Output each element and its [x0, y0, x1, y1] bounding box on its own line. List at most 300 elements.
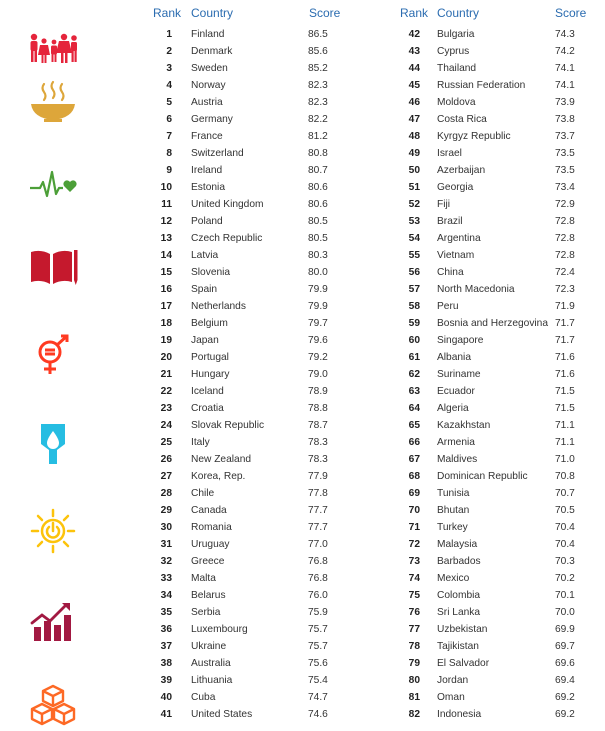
country-cell: Denmark	[191, 46, 233, 57]
table-row	[148, 468, 348, 485]
score-cell: 75.7	[308, 624, 328, 635]
score-cell: 80.6	[308, 199, 328, 210]
country-cell: Serbia	[191, 607, 221, 618]
table-row	[148, 587, 348, 604]
table-row	[148, 485, 348, 502]
score-cell: 77.0	[308, 539, 328, 550]
rank-cell: 5	[166, 97, 172, 108]
score-cell: 82.2	[308, 114, 328, 125]
rank-cell: 26	[160, 454, 172, 465]
country-cell: Cyprus	[437, 46, 470, 57]
score-cell: 75.7	[308, 641, 328, 652]
table-row	[392, 26, 592, 43]
rank-cell: 81	[408, 692, 420, 703]
rank-cell: 9	[166, 165, 172, 176]
table-row	[148, 655, 348, 672]
score-cell: 72.8	[555, 216, 575, 227]
country-cell: France	[191, 131, 223, 142]
score-cell: 80.8	[308, 148, 328, 159]
table-row	[148, 264, 348, 281]
table-row	[392, 179, 592, 196]
rank-cell: 49	[408, 148, 420, 159]
country-cell: Cuba	[191, 692, 216, 703]
score-header: Score	[555, 6, 587, 20]
table-row	[392, 417, 592, 434]
table-row	[392, 366, 592, 383]
country-cell: Italy	[191, 437, 210, 448]
ranking-rows-left	[148, 26, 348, 723]
country-cell: Japan	[191, 335, 219, 346]
score-cell: 70.5	[555, 505, 575, 516]
ranking-rows-right	[392, 26, 592, 723]
table-row	[148, 332, 348, 349]
table-row	[148, 604, 348, 621]
rank-cell: 70	[408, 505, 420, 516]
score-cell: 73.4	[555, 182, 575, 193]
table-row	[148, 621, 348, 638]
country-cell: Bhutan	[437, 505, 470, 516]
country-cell: Indonesia	[437, 709, 482, 720]
country-cell: Sri Lanka	[437, 607, 481, 618]
rank-cell: 1	[166, 29, 172, 40]
score-cell: 73.5	[555, 148, 575, 159]
country-header: Country	[191, 6, 234, 20]
sun-power-icon	[28, 508, 78, 554]
table-row	[392, 111, 592, 128]
score-header: Score	[309, 6, 341, 20]
country-cell: Argentina	[437, 233, 481, 244]
score-cell: 78.8	[308, 403, 328, 414]
score-cell: 76.8	[308, 556, 328, 567]
country-cell: Estonia	[191, 182, 225, 193]
table-row	[392, 43, 592, 60]
score-cell: 79.9	[308, 284, 328, 295]
rank-cell: 76	[408, 607, 420, 618]
table-row	[392, 315, 592, 332]
rank-cell: 58	[408, 301, 420, 312]
rank-cell: 38	[160, 658, 172, 669]
score-cell: 70.0	[555, 607, 575, 618]
table-row	[392, 638, 592, 655]
family-icon	[28, 28, 78, 74]
score-cell: 70.4	[555, 539, 575, 550]
rank-cell: 6	[166, 114, 172, 125]
bowl-icon	[28, 80, 78, 126]
cubes-icon	[28, 684, 78, 730]
score-cell: 75.4	[308, 675, 328, 686]
rank-cell: 37	[160, 641, 172, 652]
rank-cell: 8	[166, 148, 172, 159]
score-cell: 71.9	[555, 301, 575, 312]
table-row	[148, 536, 348, 553]
table-row	[148, 400, 348, 417]
table-header	[392, 4, 592, 26]
table-row	[392, 145, 592, 162]
table-row	[392, 587, 592, 604]
table-row	[392, 298, 592, 315]
rank-cell: 13	[160, 233, 172, 244]
rank-cell: 68	[408, 471, 420, 482]
score-cell: 71.0	[555, 454, 575, 465]
rank-cell: 34	[160, 590, 172, 601]
score-cell: 79.7	[308, 318, 328, 329]
country-cell: Kyrgyz Republic	[437, 131, 511, 142]
score-cell: 70.4	[555, 522, 575, 533]
ranking-table-right	[392, 4, 592, 723]
table-row	[392, 502, 592, 519]
score-cell: 74.1	[555, 63, 575, 74]
country-cell: Iceland	[191, 386, 224, 397]
score-cell: 77.7	[308, 522, 328, 533]
score-cell: 72.8	[555, 250, 575, 261]
rank-cell: 67	[408, 454, 420, 465]
table-row	[392, 519, 592, 536]
table-row	[148, 417, 348, 434]
rank-cell: 10	[160, 182, 172, 193]
score-cell: 80.3	[308, 250, 328, 261]
country-cell: Germany	[191, 114, 233, 125]
table-row	[392, 400, 592, 417]
rank-cell: 72	[408, 539, 420, 550]
score-cell: 77.8	[308, 488, 328, 499]
country-cell: Russian Federation	[437, 80, 526, 91]
table-row	[148, 349, 348, 366]
rank-cell: 28	[160, 488, 172, 499]
country-cell: Tunisia	[437, 488, 470, 499]
table-row	[148, 60, 348, 77]
rank-cell: 60	[408, 335, 420, 346]
country-header: Country	[437, 6, 480, 20]
country-cell: Moldova	[437, 97, 476, 108]
table-row	[148, 383, 348, 400]
score-cell: 86.5	[308, 29, 328, 40]
score-cell: 70.1	[555, 590, 575, 601]
rank-cell: 64	[408, 403, 420, 414]
country-cell: Finland	[191, 29, 225, 40]
rank-cell: 32	[160, 556, 172, 567]
country-cell: Bulgaria	[437, 29, 475, 40]
table-row	[148, 162, 348, 179]
country-cell: Algeria	[437, 403, 469, 414]
table-row	[148, 689, 348, 706]
country-cell: Vietnam	[437, 250, 475, 261]
score-cell: 74.6	[308, 709, 328, 720]
rank-cell: 41	[160, 709, 172, 720]
country-cell: Greece	[191, 556, 225, 567]
table-row	[148, 366, 348, 383]
rank-cell: 56	[408, 267, 420, 278]
score-cell: 74.3	[555, 29, 575, 40]
rank-cell: 52	[408, 199, 420, 210]
country-cell: Turkey	[437, 522, 468, 533]
score-cell: 78.3	[308, 454, 328, 465]
gender-icon	[28, 333, 78, 379]
score-cell: 77.7	[308, 505, 328, 516]
score-cell: 85.6	[308, 46, 328, 57]
score-cell: 79.2	[308, 352, 328, 363]
country-cell: Barbados	[437, 556, 481, 567]
rank-cell: 78	[408, 641, 420, 652]
country-cell: Austria	[191, 97, 223, 108]
country-cell: Portugal	[191, 352, 229, 363]
rank-cell: 51	[408, 182, 420, 193]
rank-cell: 77	[408, 624, 420, 635]
table-row	[148, 196, 348, 213]
rank-cell: 73	[408, 556, 420, 567]
table-row	[392, 247, 592, 264]
rank-cell: 22	[160, 386, 172, 397]
country-cell: Romania	[191, 522, 232, 533]
rank-cell: 65	[408, 420, 420, 431]
table-row	[392, 264, 592, 281]
table-row	[148, 111, 348, 128]
score-cell: 72.8	[555, 233, 575, 244]
rank-cell: 21	[160, 369, 172, 380]
rank-cell: 20	[160, 352, 172, 363]
table-row	[392, 230, 592, 247]
table-row	[392, 213, 592, 230]
country-cell: Canada	[191, 505, 227, 516]
country-cell: North Macedonia	[437, 284, 515, 295]
score-cell: 85.2	[308, 63, 328, 74]
country-cell: Slovak Republic	[191, 420, 265, 431]
table-row	[392, 706, 592, 723]
rank-cell: 33	[160, 573, 172, 584]
table-row	[392, 94, 592, 111]
country-cell: Belarus	[191, 590, 226, 601]
table-row	[392, 196, 592, 213]
score-cell: 71.5	[555, 403, 575, 414]
score-cell: 79.0	[308, 369, 328, 380]
country-cell: Luxembourg	[191, 624, 248, 635]
table-row	[148, 94, 348, 111]
score-cell: 76.8	[308, 573, 328, 584]
country-cell: Singapore	[437, 335, 484, 346]
score-cell: 69.2	[555, 709, 575, 720]
score-cell: 72.3	[555, 284, 575, 295]
rank-cell: 48	[408, 131, 420, 142]
country-cell: Ireland	[191, 165, 223, 176]
country-cell: Spain	[191, 284, 218, 295]
score-cell: 70.7	[555, 488, 575, 499]
table-row	[392, 434, 592, 451]
score-cell: 80.0	[308, 267, 328, 278]
score-cell: 81.2	[308, 131, 328, 142]
rank-cell: 80	[408, 675, 420, 686]
score-cell: 74.1	[555, 80, 575, 91]
rank-cell: 46	[408, 97, 420, 108]
table-row	[148, 128, 348, 145]
rank-cell: 23	[160, 403, 172, 414]
country-cell: Thailand	[437, 63, 477, 74]
water-drop-icon	[28, 420, 78, 466]
rank-cell: 39	[160, 675, 172, 686]
rank-cell: 29	[160, 505, 172, 516]
country-cell: Oman	[437, 692, 465, 703]
table-row	[392, 128, 592, 145]
country-cell: Hungary	[191, 369, 230, 380]
rank-cell: 53	[408, 216, 420, 227]
score-cell: 71.7	[555, 335, 575, 346]
score-cell: 71.6	[555, 369, 575, 380]
country-cell: Albania	[437, 352, 471, 363]
rank-cell: 7	[166, 131, 172, 142]
table-row	[148, 706, 348, 723]
table-row	[392, 672, 592, 689]
table-row	[392, 60, 592, 77]
score-cell: 70.8	[555, 471, 575, 482]
country-cell: Armenia	[437, 437, 475, 448]
country-cell: Israel	[437, 148, 462, 159]
score-cell: 82.3	[308, 80, 328, 91]
table-row	[392, 77, 592, 94]
country-cell: Malaysia	[437, 539, 478, 550]
score-cell: 71.7	[555, 318, 575, 329]
country-cell: Ecuador	[437, 386, 475, 397]
table-row	[148, 179, 348, 196]
country-cell: Peru	[437, 301, 459, 312]
country-cell: Uzbekistan	[437, 624, 488, 635]
rank-cell: 59	[408, 318, 420, 329]
table-row	[148, 281, 348, 298]
country-cell: Slovenia	[191, 267, 231, 278]
table-row	[148, 43, 348, 60]
country-cell: Czech Republic	[191, 233, 263, 244]
rank-cell: 47	[408, 114, 420, 125]
score-cell: 73.8	[555, 114, 575, 125]
country-cell: Australia	[191, 658, 231, 669]
table-row	[392, 468, 592, 485]
rank-cell: 2	[166, 46, 172, 57]
score-cell: 78.9	[308, 386, 328, 397]
rank-cell: 24	[160, 420, 172, 431]
score-cell: 82.3	[308, 97, 328, 108]
rank-cell: 45	[408, 80, 420, 91]
score-cell: 78.7	[308, 420, 328, 431]
rank-cell: 63	[408, 386, 420, 397]
table-row	[148, 519, 348, 536]
table-row	[148, 298, 348, 315]
rank-cell: 35	[160, 607, 172, 618]
country-cell: Dominican Republic	[437, 471, 528, 482]
table-row	[392, 570, 592, 587]
country-cell: China	[437, 267, 464, 278]
table-row	[148, 213, 348, 230]
ranking-table-left	[148, 4, 348, 723]
country-cell: Netherlands	[191, 301, 246, 312]
rank-cell: 50	[408, 165, 420, 176]
table-row	[392, 689, 592, 706]
table-row	[148, 553, 348, 570]
score-cell: 69.2	[555, 692, 575, 703]
score-cell: 71.5	[555, 386, 575, 397]
table-header	[148, 4, 348, 26]
score-cell: 72.9	[555, 199, 575, 210]
rank-cell: 82	[408, 709, 420, 720]
score-cell: 71.1	[555, 437, 575, 448]
rank-cell: 16	[160, 284, 172, 295]
rank-cell: 57	[408, 284, 420, 295]
score-cell: 77.9	[308, 471, 328, 482]
rank-cell: 71	[408, 522, 420, 533]
rank-cell: 25	[160, 437, 172, 448]
country-cell: Switzerland	[191, 148, 244, 159]
country-cell: Poland	[191, 216, 223, 227]
heartbeat-icon	[28, 162, 78, 208]
country-cell: Chile	[191, 488, 215, 499]
score-cell: 75.6	[308, 658, 328, 669]
score-cell: 79.9	[308, 301, 328, 312]
score-cell: 71.1	[555, 420, 575, 431]
country-cell: Bosnia and Herzegovina	[437, 318, 549, 329]
table-row	[148, 247, 348, 264]
country-cell: Lithuania	[191, 675, 233, 686]
table-row	[392, 621, 592, 638]
score-cell: 70.2	[555, 573, 575, 584]
rank-cell: 3	[166, 63, 172, 74]
score-cell: 69.9	[555, 624, 575, 635]
country-cell: United Kingdom	[191, 199, 264, 210]
country-cell: Mexico	[437, 573, 470, 584]
rank-cell: 42	[408, 29, 420, 40]
score-cell: 70.3	[555, 556, 575, 567]
score-cell: 75.9	[308, 607, 328, 618]
score-cell: 80.6	[308, 182, 328, 193]
score-cell: 80.7	[308, 165, 328, 176]
table-row	[148, 230, 348, 247]
country-cell: Latvia	[191, 250, 219, 261]
table-row	[148, 502, 348, 519]
rank-cell: 11	[161, 199, 172, 210]
score-cell: 73.9	[555, 97, 575, 108]
score-cell: 71.6	[555, 352, 575, 363]
rank-cell: 40	[160, 692, 172, 703]
score-cell: 69.7	[555, 641, 575, 652]
rank-cell: 54	[408, 233, 420, 244]
rank-cell: 14	[160, 250, 172, 261]
table-row	[392, 536, 592, 553]
table-row	[148, 672, 348, 689]
rank-cell: 43	[408, 46, 420, 57]
rank-cell: 12	[160, 216, 172, 227]
rank-cell: 66	[408, 437, 420, 448]
table-row	[392, 281, 592, 298]
table-row	[392, 655, 592, 672]
score-cell: 73.7	[555, 131, 575, 142]
table-row	[392, 451, 592, 468]
score-cell: 80.5	[308, 216, 328, 227]
country-cell: Costa Rica	[437, 114, 487, 125]
table-row	[148, 570, 348, 587]
country-cell: Korea, Rep.	[191, 471, 246, 482]
table-row	[392, 604, 592, 621]
rank-cell: 31	[160, 539, 172, 550]
rank-header: Rank	[153, 6, 182, 20]
rank-cell: 30	[160, 522, 172, 533]
table-row	[148, 26, 348, 43]
growth-chart-icon	[28, 597, 78, 643]
table-row	[148, 451, 348, 468]
rank-cell: 19	[160, 335, 172, 346]
rank-cell: 79	[408, 658, 420, 669]
score-cell: 78.3	[308, 437, 328, 448]
table-row	[392, 485, 592, 502]
table-row	[148, 638, 348, 655]
rank-cell: 27	[160, 471, 172, 482]
table-row	[392, 332, 592, 349]
rank-cell: 4	[166, 80, 172, 91]
score-cell: 76.0	[308, 590, 328, 601]
